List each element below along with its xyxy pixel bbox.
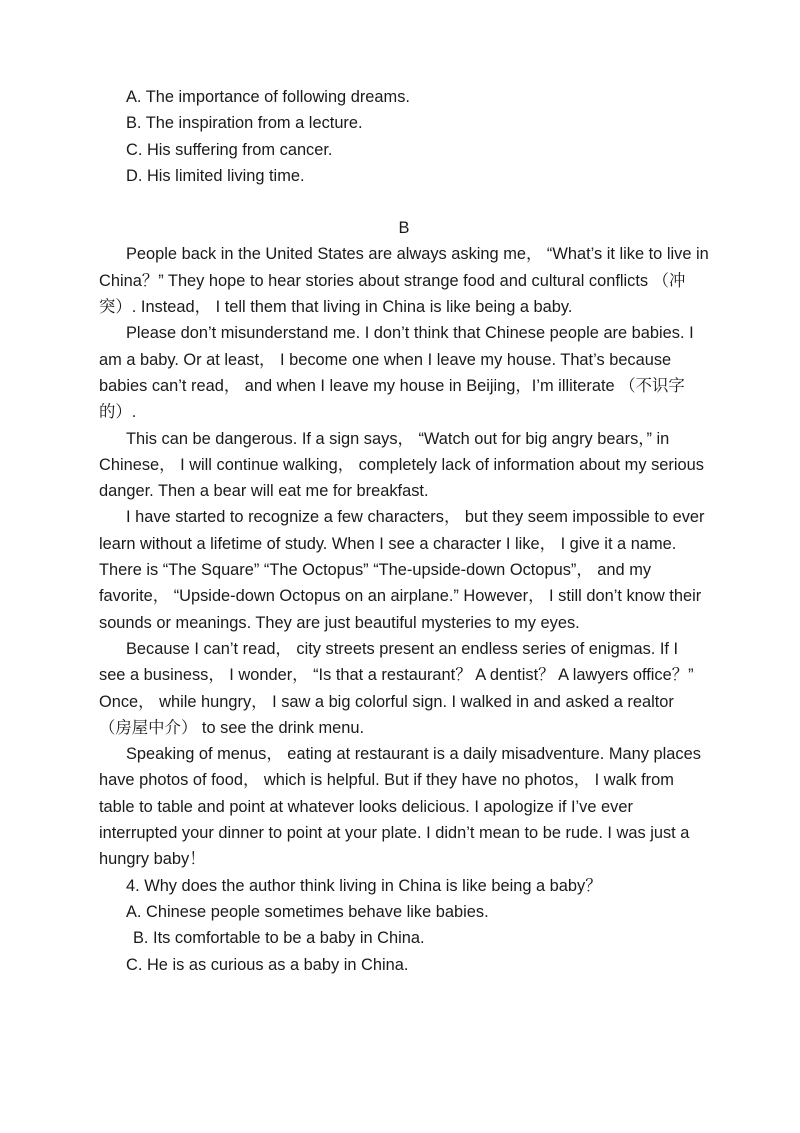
question-4-option-a: A. Chinese people sometimes behave like babies.	[126, 902, 489, 921]
paragraph-4: I have started to recognize a few characters， but they seem impossible to ever learn without a lifetime of study. When I see a character I like， I give it a name. There is “The Square” “The Octopus” “The-upside-down Octopus”， and my favorite， “Upside-down Octopus on an airplane.” However， I still don’t know their sounds or meanings. They are just beautiful mysteries to my eyes.	[99, 508, 705, 632]
paragraph-6: Speaking of menus， eating at restaurant is a daily misadventure. Many places have photos of food， which is helpful. But if they have no photos， I walk from table to table and point at whatever looks delicious. I apologize if I’ve ever interrupted your dinner to point at your plate. I didn’t mean to be rude. I was just a hungry baby！	[99, 745, 701, 869]
paragraph-2: Please don’t misunderstand me. I don’t think that Chinese people are babies. I am a baby. Or at least， I become one when I leave my house. That’s because babies can’t read， and when I leave my house in Beijing，I’m illiterate （不识字的）.	[99, 324, 694, 422]
section-title: B	[398, 219, 410, 238]
previous-question-option-c: C. His suffering from cancer.	[126, 140, 333, 159]
question-4: 4. Why does the author think living in China is like being a baby？	[126, 876, 602, 895]
paragraph-1: People back in the United States are always asking me， “What’s it like to live in China？” They hope to hear stories about strange food and cultural conflicts （冲突）. Instead， I tell them that living in China is like being a baby.	[99, 245, 709, 317]
previous-question-option-d: D. His limited living time.	[126, 166, 305, 185]
previous-question-option-a: A. The importance of following dreams.	[126, 88, 410, 106]
paragraph-5: Because I can’t read， city streets present an endless series of enigmas. If I see a business， I wonder， “Is that a restaurant？ A dentist？ A lawyers office？” Once， while hungry， I saw a big colorful sign. I walked in and asked a realtor （房屋中介） to see the drink menu.	[99, 639, 694, 737]
paragraph-3: This can be dangerous. If a sign says， “Watch out for big angry bears，” in Chinese， I will continue walking， completely lack of information about my serious danger. Then a bear will eat me for breakfast.	[99, 429, 704, 501]
previous-question-option-b: B. The inspiration from a lecture.	[126, 114, 363, 133]
question-4-option-b: B. Its comfortable to be a baby in China.	[133, 929, 425, 948]
document-page	[99, 84, 709, 978]
question-4-option-c: C. He is as curious as a baby in China.	[126, 955, 409, 974]
